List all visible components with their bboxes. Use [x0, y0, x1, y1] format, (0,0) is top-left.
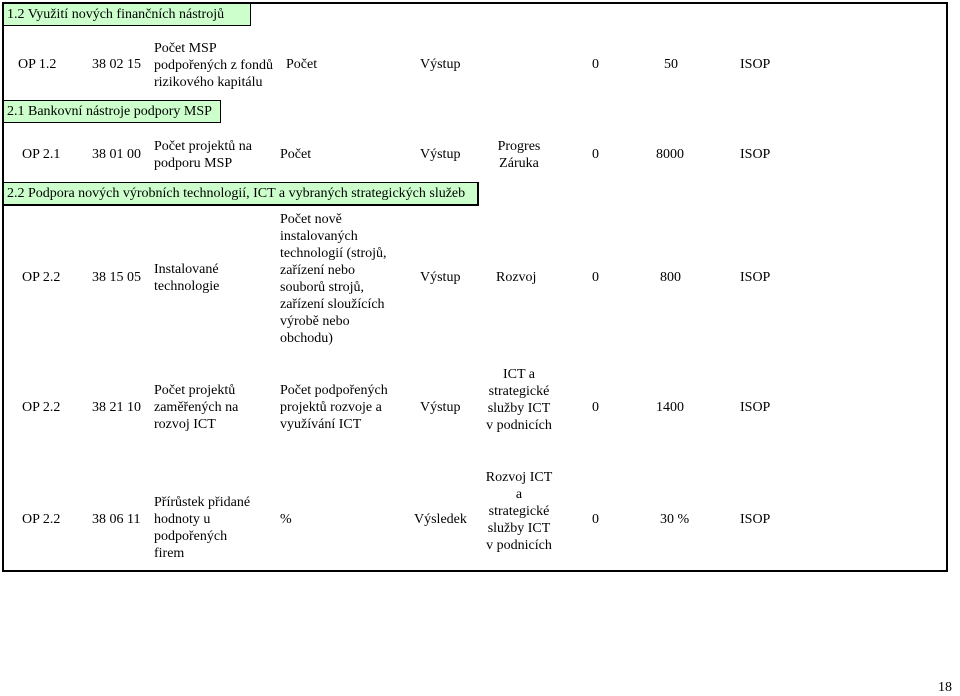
row4-target: 1400 [656, 400, 684, 415]
row4-type: Výstup [420, 400, 461, 415]
row3-code: 38 15 05 [92, 270, 141, 285]
row5-category: Rozvoj ICT a strategické služby ICT v podnicích [485, 470, 553, 553]
row5-code: 38 06 11 [92, 512, 141, 527]
row2-code: 38 01 00 [92, 147, 141, 162]
row2-category: Progres Záruka [497, 139, 541, 171]
row3-base: 0 [592, 270, 599, 285]
page-number: 18 [938, 680, 952, 695]
row3-type: Výstup [420, 270, 461, 285]
row5-type: Výsledek [414, 512, 467, 527]
row3-op: OP 2.2 [22, 270, 61, 285]
row5-target: 30 % [660, 512, 690, 527]
row1-type: Výstup [420, 57, 461, 72]
row3-unit: Počet nově instalovaných technologií (strojů, zařízení nebo souborů strojů, zařízení sloužících výrobě nebo obchodu) [280, 212, 387, 346]
row2-indicator: Počet projektů na podporu MSP [154, 139, 252, 171]
row4-unit: Počet podpořených projektů rozvoje a využívání ICT [280, 383, 388, 432]
row2-unit: Počet [280, 147, 312, 162]
row3-source: ISOP [740, 270, 771, 285]
row1-op: OP 1.2 [18, 57, 57, 72]
row1-code: 38 02 15 [92, 57, 141, 72]
row4-base: 0 [592, 400, 599, 415]
row3-indicator: Instalované technologie [154, 262, 220, 294]
row2-op: OP 2.1 [22, 147, 61, 162]
row1-unit: Počet [286, 57, 318, 72]
row3-target: 800 [660, 270, 681, 285]
row5-unit: % [280, 512, 292, 527]
row5-source: ISOP [740, 512, 771, 527]
row1-target: 50 [664, 57, 678, 72]
row5-op: OP 2.2 [22, 512, 61, 527]
row2-base: 0 [592, 147, 599, 162]
row3-category: Rozvoj [496, 270, 537, 285]
row4-source: ISOP [740, 400, 771, 415]
row1-source: ISOP [740, 57, 771, 72]
section-header-2-1: 2.1 Bankovní nástroje podpory MSP [3, 100, 221, 123]
indicator-table [2, 2, 948, 572]
row5-indicator: Přírůstek přidané hodnoty u podpořených firem [154, 495, 251, 561]
row5-base: 0 [592, 512, 599, 527]
row4-op: OP 2.2 [22, 400, 61, 415]
row4-code: 38 21 10 [92, 400, 141, 415]
row1-indicator: Počet MSP podpořených z fondů rizikového kapitálu [154, 41, 273, 90]
row4-indicator: Počet projektů zaměřených na rozvoj ICT [154, 383, 239, 432]
section-header-2-2: 2.2 Podpora nových výrobních technologií, ICT a vybraných strategických služeb [3, 182, 479, 206]
row2-target: 8000 [656, 147, 684, 162]
row2-type: Výstup [420, 147, 461, 162]
row4-category: ICT a strategické služby ICT v podnicích [486, 367, 552, 433]
row1-base: 0 [592, 57, 599, 72]
section-header-1-2: 1.2 Využití nových finančních nástrojů [3, 3, 251, 26]
row2-source: ISOP [740, 147, 771, 162]
